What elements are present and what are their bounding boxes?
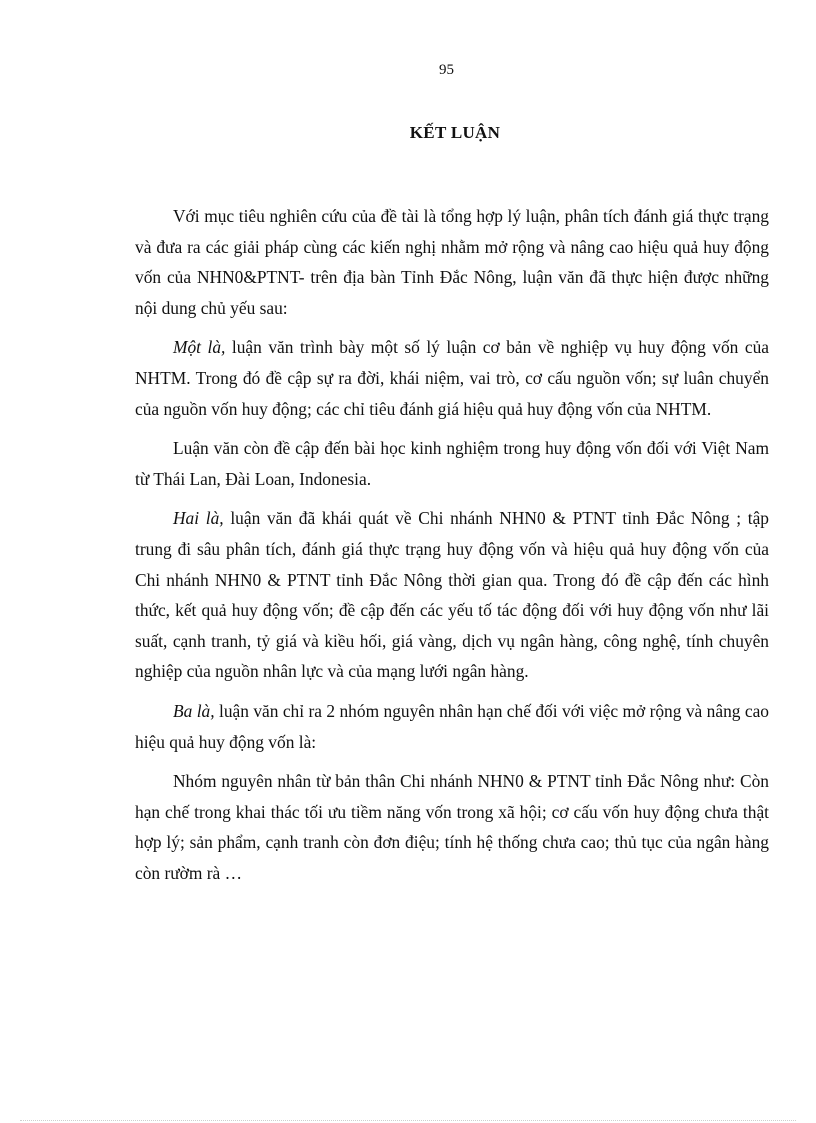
paragraph-internal-causes	[135, 766, 769, 888]
paragraph-lead: Hai là,	[173, 508, 224, 529]
paragraph-lead: Ba là,	[173, 700, 215, 721]
paragraph-lead: Một là,	[173, 337, 226, 358]
paragraph-lessons	[135, 433, 769, 494]
paragraph-text: luận văn đã khái quát về Chi nhánh NHN0 & PTNT tỉnh Đắc Nông ; tập trung đi sâu phân tích, đánh giá thực trạng huy động vốn và hiệu quả huy động vốn của Chi nhánh NHN0 & PTNT tỉnh Đắc Nông thời gian qua. Trong đó đề cập đến các hình thức, kết quả huy động vốn; đề cập đến các yếu tố tác động đối với huy động vốn như lãi suất, cạnh tranh, tỷ giá và kiều hối, giá vàng, dịch vụ ngân hàng, công nghệ, tính chuyên nghiệp của nguồn nhân lực và của mạng lưới ngân hàng.	[135, 508, 769, 682]
paragraph-intro	[135, 201, 769, 323]
page-title: KẾT LUẬN	[409, 123, 501, 142]
paragraph-text: Nhóm nguyên nhân từ bản thân Chi nhánh NHN0 & PTNT tỉnh Đắc Nông như: Còn hạn chế trong khai thác tối ưu tiềm năng vốn trong xã hội; cơ cấu vốn huy động chưa thật hợp lý; sản phẩm, cạnh tranh còn đơn điệu; tính hệ thống chưa cao; thủ tục của ngân hàng còn rườm rà …	[135, 771, 769, 883]
document-body	[135, 201, 769, 897]
paragraph-second-point	[135, 503, 769, 687]
page-bottom-divider	[20, 1120, 796, 1121]
paragraph-text: luận văn chỉ ra 2 nhóm nguyên nhân hạn chế đối với việc mở rộng và nâng cao hiệu quả huy động vốn là:	[135, 700, 769, 752]
paragraph-first-point	[135, 332, 769, 424]
page-number: 95	[439, 62, 454, 78]
paragraph-text: Luận văn còn đề cập đến bài học kinh nghiệm trong huy động vốn đối với Việt Nam từ Thái Lan, Đài Loan, Indonesia.	[135, 438, 769, 489]
paragraph-third-point	[135, 696, 769, 757]
paragraph-text: Với mục tiêu nghiên cứu của đề tài là tổng hợp lý luận, phân tích đánh giá thực trạng và đưa ra các giải pháp cùng các kiến nghị nhằm mở rộng và nâng cao hiệu quả huy động vốn của NHN0&PTNT- trên địa bàn Tỉnh Đắc Nông, luận văn đã thực hiện được những nội dung chủ yếu sau:	[135, 206, 769, 318]
paragraph-text: luận văn trình bày một số lý luận cơ bản về nghiệp vụ huy động vốn của NHTM. Trong đó đề cập sự ra đời, khái niệm, vai trò, cơ cấu nguồn vốn; sự luân chuyển của nguồn vốn huy động; các chỉ tiêu đánh giá hiệu quả huy động vốn của NHTM.	[135, 337, 769, 419]
